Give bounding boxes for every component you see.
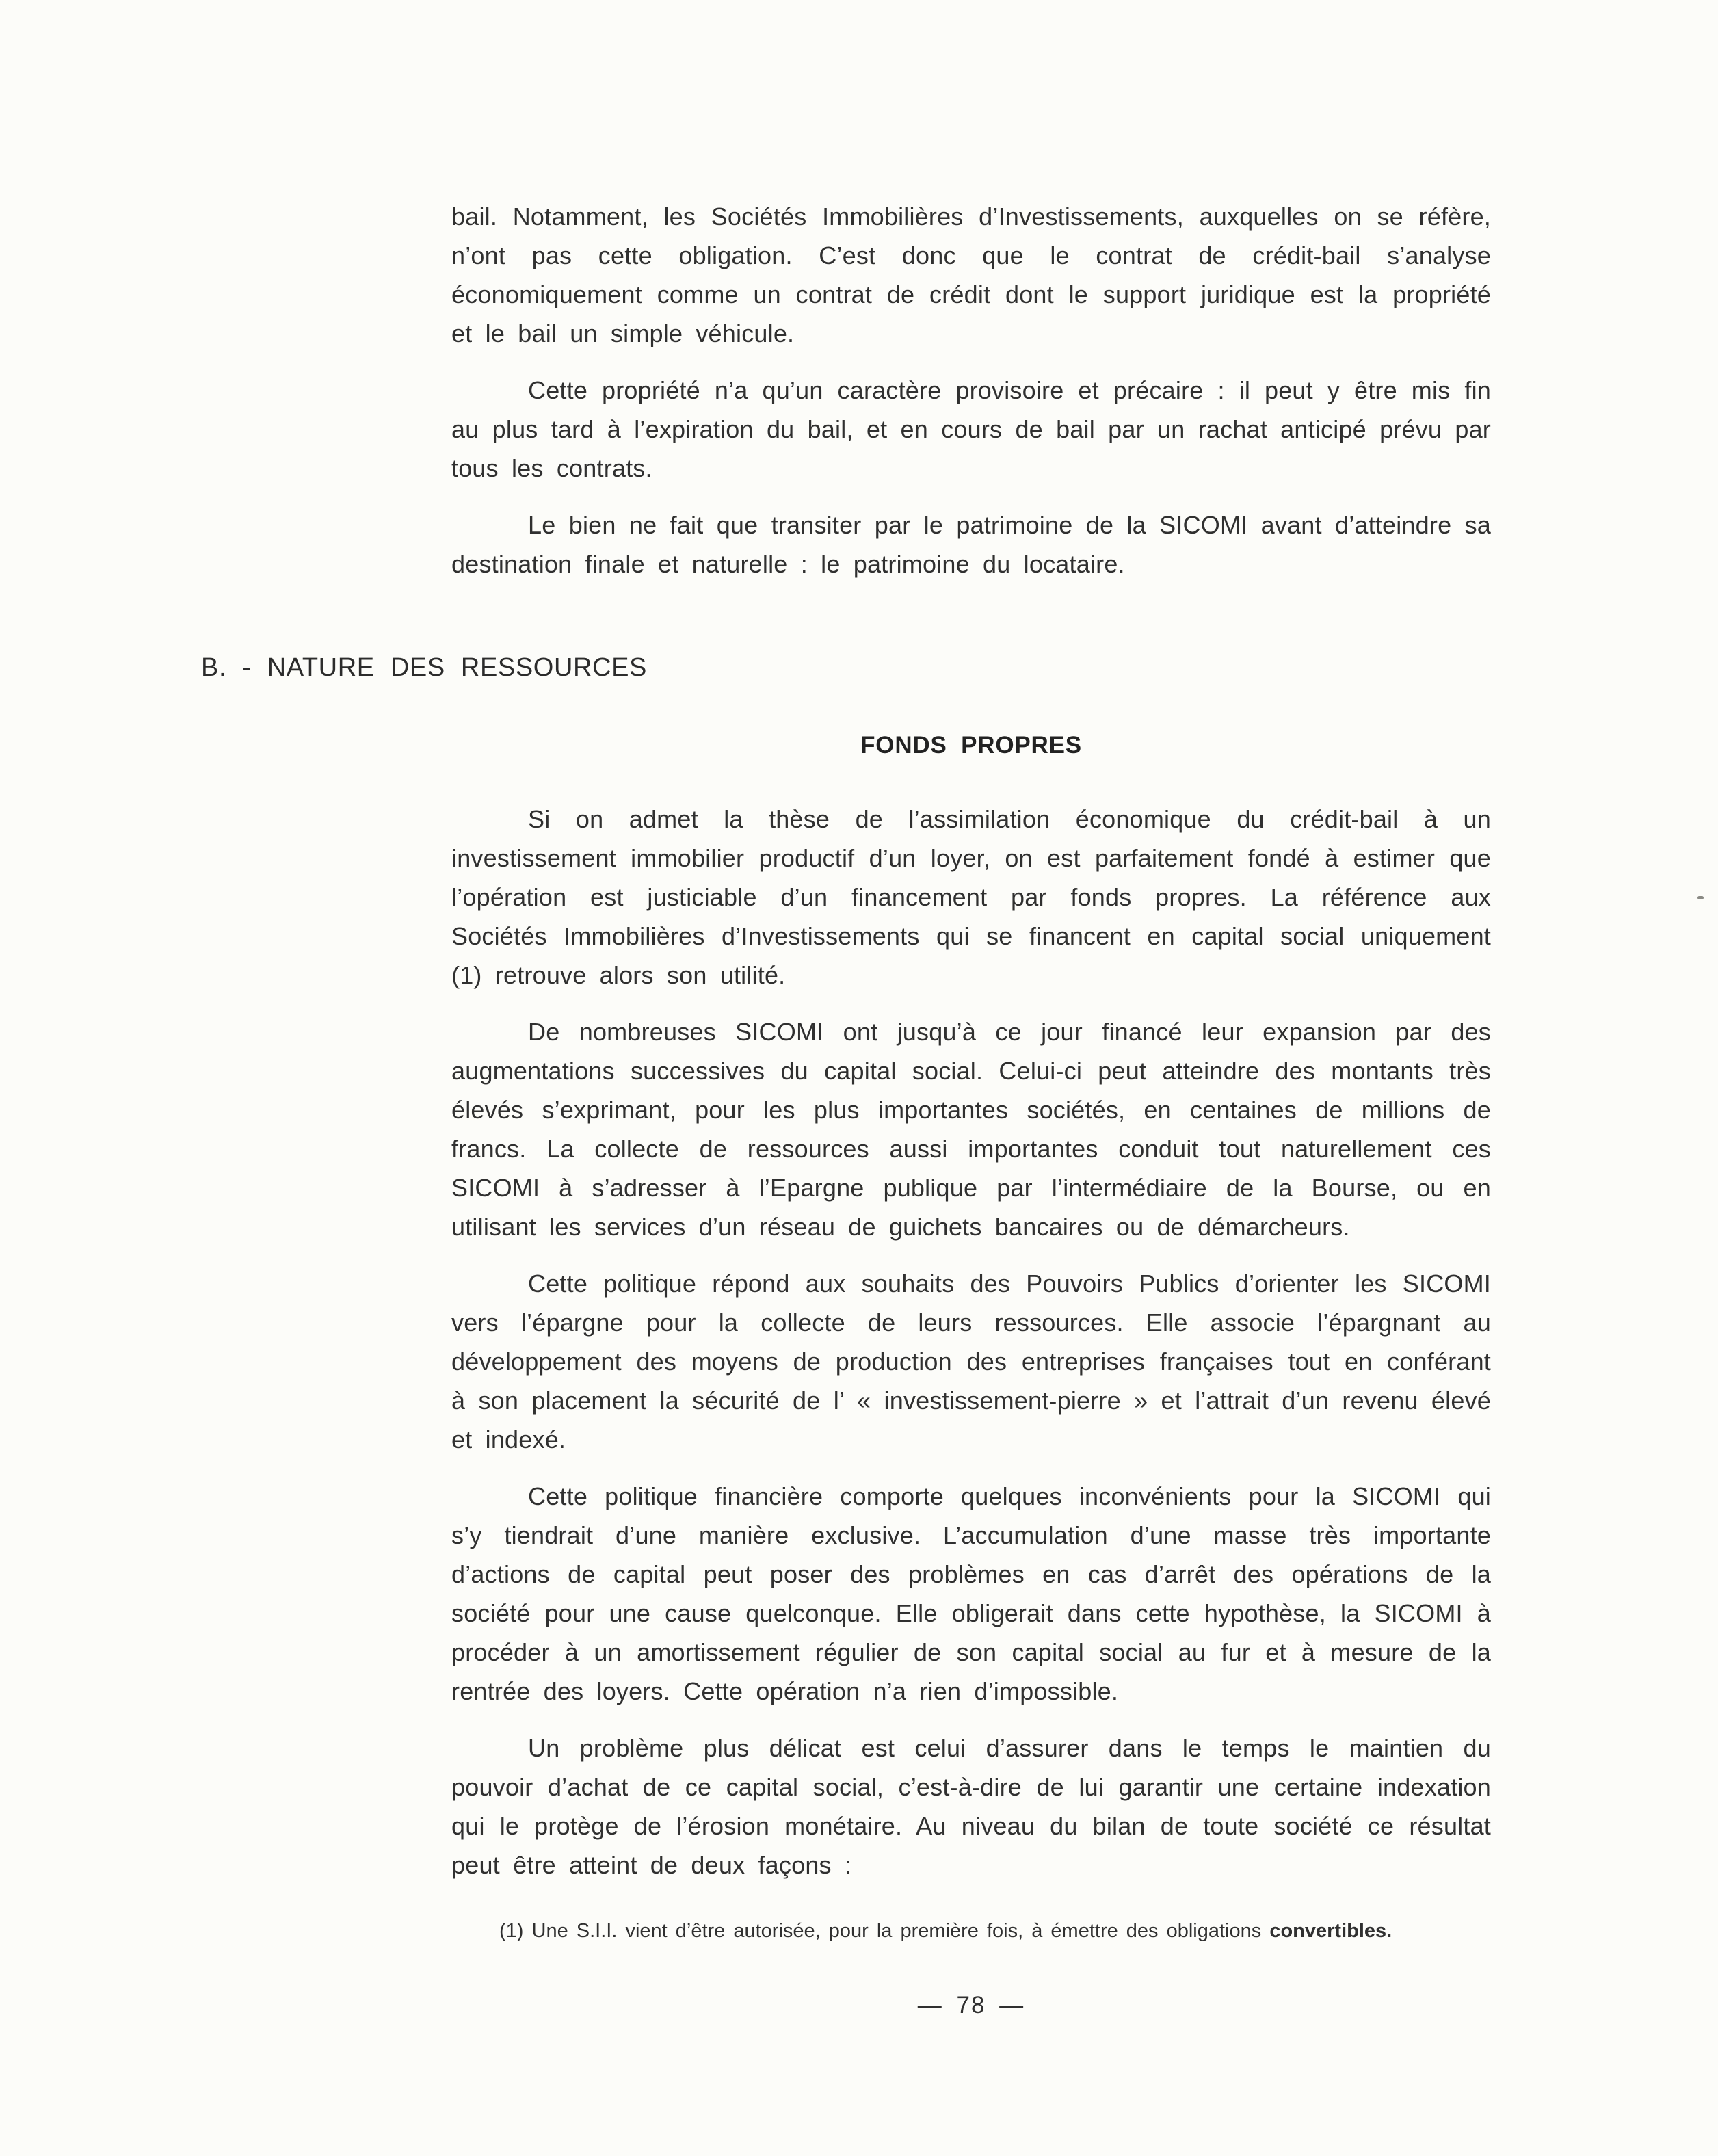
footnote-bold-word: convertibles. (1269, 1920, 1392, 1942)
page-number: — 78 — (917, 1992, 1025, 2019)
scan-artifact-dot (1697, 896, 1704, 899)
paragraph: Le bien ne fait que transiter par le patrimoine de la SICOMI avant d’atteindre sa destination finale et naturelle : le patrimoine du locataire. (451, 511, 1491, 578)
footnote-text: (1) Une S.I.I. vient d’être autorisée, pour la première fois, à émettre des obligations (499, 1920, 1262, 1942)
subsection-title: FONDS PROPRES (860, 732, 1082, 759)
section-heading: B. - NATURE DES RESSOURCES (201, 653, 647, 682)
page-content (201, 197, 1491, 2019)
paragraph: Un problème plus délicat est celui d’assurer dans le temps le maintien du pouvoir d’achat de ce capital social, c’est-à-dire de lui garantir une certaine indexation qui le protège de l’érosion monétaire. Au niveau du bilan de toute société ce résultat peut être atteint de deux façons : (451, 1734, 1491, 1879)
paragraph: Si on admet la thèse de l’assimilation économique du crédit-bail à un investissement immobilier productif d’un loyer, on est parfaitement fondé à estimer que l’opération est justiciable d’un financement par fonds propres. La référence aux Sociétés Immobilières d’Investissements qui se financent en capital social uniquement (1) retrouve alors son utilité. (451, 805, 1491, 989)
paragraph: bail. Notamment, les Sociétés Immobilières d’Investissements, auxquelles on se réfère, n’ont pas cette obligation. C’est donc que le contrat de crédit-bail s’analyse économiquement comme un contrat de crédit dont le support juridique est la propriété et le bail un simple véhicule. (451, 202, 1491, 347)
paragraph: De nombreuses SICOMI ont jusqu’à ce jour financé leur expansion par des augmentations successives du capital social. Celui-ci peut atteindre des montants très élevés s’exprimant, pour les plus importantes sociétés, en centaines de millions de francs. La collecte de ressources aussi importantes conduit tout naturellement ces SICOMI à s’adresser à l’Epargne publique par l’intermédiaire de la Bourse, ou en utilisant les services d’un réseau de guichets bancaires ou de démarcheurs. (451, 1018, 1491, 1241)
paragraph: Cette propriété n’a qu’un caractère provisoire et précaire : il peut y être mis fin au plus tard à l’expiration du bail, et en cours de bail par un rachat anticipé prévu par tous les contrats. (451, 376, 1491, 482)
paragraph: Cette politique répond aux souhaits des Pouvoirs Publics d’orienter les SICOMI vers l’épargne pour la collecte de leurs ressources. Elle associe l’épargnant au développement des moyens de production des entreprises françaises tout en conférant à son placement la sécurité de l’ « investissement-pierre » et l’attrait d’un revenu élevé et indexé. (451, 1270, 1491, 1454)
paragraph: Cette politique financière comporte quelques inconvénients pour la SICOMI qui s’y tiendrait d’une manière exclusive. L’accumulation d’une masse très importante d’actions de capital peut poser des problèmes en cas d’arrêt des opérations de la société pour une cause quelconque. Elle obligerait dans cette hypothèse, la SICOMI à procéder à un amortissement régulier de son capital social au fur et à mesure de la rentrée des loyers. Cette opération n’a rien d’impossible. (451, 1482, 1491, 1705)
footnote (451, 1916, 1491, 1947)
